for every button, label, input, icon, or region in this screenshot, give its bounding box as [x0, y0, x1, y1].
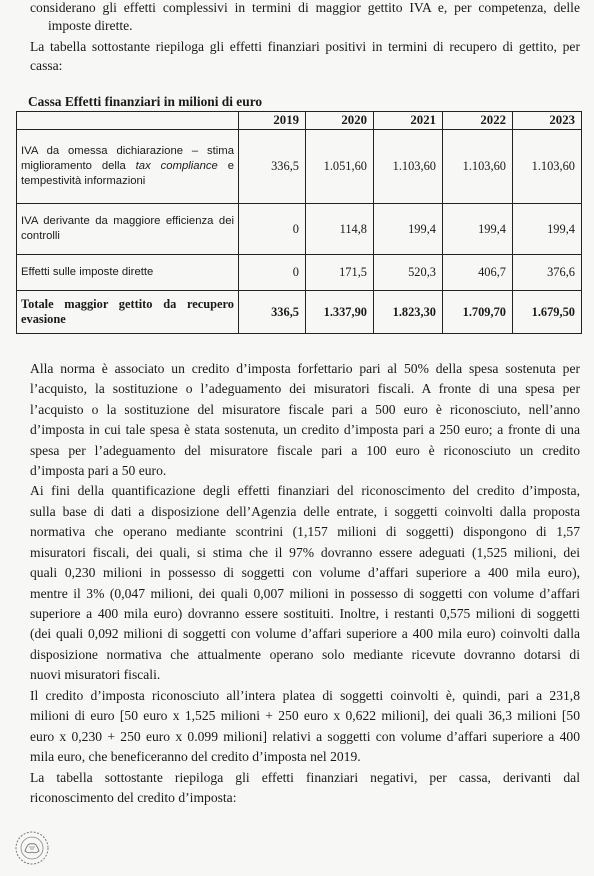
table-cell: 1.337,90 [306, 291, 374, 334]
table-row [17, 255, 582, 291]
table-cell: 0 [239, 204, 306, 255]
row-label: Totale maggior gettito da recupero evasione [17, 291, 239, 334]
body-line: mentre il 3% (0,047 milioni, dei quali 0,007 milioni in possesso di soggetti con volume d’affari [30, 586, 580, 601]
table-cell: 336,5 [239, 130, 306, 204]
intro-line: La tabella sottostante riepiloga gli effetti finanziari positivi in termini di recupero di gettito, per [30, 39, 580, 54]
row-label: Effetti sulle imposte dirette [17, 255, 239, 291]
row-label-italic: tax compliance [135, 160, 218, 172]
table-cell: 336,5 [239, 291, 306, 334]
table-cell: 0 [239, 255, 306, 291]
year-header: 2020 [306, 112, 374, 130]
body-line: misuratori fiscali, dei quali, si stima che il 97% dovranno essere adeguati (1,525 milioni, dei [30, 545, 580, 560]
body-line: Ai fini della quantificazione degli effetti finanziari del riconoscimento del credito d’imposta, [30, 483, 580, 498]
table-cell: 199,4 [374, 204, 443, 255]
row-label-text: IVA da omessa dichiarazione – stima miglioramento della [21, 145, 234, 172]
table-cell: 199,4 [513, 204, 582, 255]
intro-line: cassa: [30, 58, 63, 73]
row-label [17, 130, 239, 204]
table-row [17, 130, 582, 204]
year-header: 2023 [513, 112, 582, 130]
intro-line: considerano gli effetti complessivi in termini di maggior gettito IVA e, per competenza, delle [30, 0, 580, 15]
table-cell: 1.103,60 [513, 130, 582, 204]
row-label-text: e tempestività informazioni [21, 160, 234, 187]
body-line: (dei quali 0,092 milioni di soggetti con volume d’affari superiore a 400 mila euro) coinvolti dalla [30, 626, 580, 641]
table-row [17, 204, 582, 255]
table-cell: 1.709,70 [443, 291, 513, 334]
body-line: disposizione normativa che attualmente operano solo mediante ricevute dovranno dotarsi di [30, 647, 580, 662]
body-line: l’acquisto, la sostituzione o l’adeguamento dei misuratori fiscali. A fronte di una spesa per [30, 381, 580, 396]
table-cell: 376,6 [513, 255, 582, 291]
table-cell: 1.679,50 [513, 291, 582, 334]
table-cell: 171,5 [306, 255, 374, 291]
year-header: 2021 [374, 112, 443, 130]
intro-line: imposte dirette. [48, 18, 133, 33]
body-line: quali 0,230 milioni in possesso di soggetti con volume d’affari superiore a 400 mila euro), [30, 565, 580, 580]
row-label: IVA derivante da maggiore efficienza dei controlli [17, 204, 239, 255]
body-line: riconoscimento del credito d’imposta: [30, 790, 237, 805]
body-line: spesa per l’adeguamento del misuratore fiscale pari a 100 euro è riconosciuto un credito [30, 443, 580, 458]
body-line: nuovi misuratori fiscali. [30, 667, 161, 682]
body-line: l’acquisto o la sostituzione del misuratore fiscale pari a 500 euro è riconosciuto, nell’anno [30, 402, 580, 417]
table-cell: 1.103,60 [443, 130, 513, 204]
body-line: sulla base di dati a disposizione dell’Agenzia delle entrate, i soggetti coinvolti dalla proposta [30, 504, 580, 519]
body-line: Alla norma è associato un credito d’imposta forfettario pari al 50% della spesa sostenuta per [30, 361, 580, 376]
body-line: Il credito d’imposta riconosciuto all’intera platea di soggetti coinvolti è, quindi, pari a 231,8 [30, 688, 580, 703]
table-header-row [17, 112, 582, 130]
table-header-blank [17, 112, 239, 130]
body-line: d’imposta in cui tale spesa è stata sostenuta, un credito d’imposta pari a 250 euro; a fronte di una [30, 422, 580, 437]
body-line: normativa che operano mediante scontrini (1,157 milioni di soggetti) dispongono di 1,57 [30, 524, 580, 539]
table-cell: 520,3 [374, 255, 443, 291]
financial-effects-table [16, 111, 582, 334]
table-caption: Cassa Effetti finanziari in milioni di euro [28, 94, 263, 109]
table-cell: 406,7 [443, 255, 513, 291]
seal-stamp-icon [14, 830, 50, 866]
body-line: d’imposta pari a 50 euro. [30, 463, 167, 478]
table-cell: 1.051,60 [306, 130, 374, 204]
body-line: superiore a 400 mila euro) dovranno essere sostituiti. Inoltre, i restanti 0,575 milioni di soggetti [30, 606, 580, 621]
table-cell: 1.103,60 [374, 130, 443, 204]
table-cell: 114,8 [306, 204, 374, 255]
table-cell: 199,4 [443, 204, 513, 255]
table-total-row [17, 291, 582, 334]
body-line: milioni di euro [50 euro x 1,525 milioni + 250 euro x 0,622 milioni], dei quali 36,3 milioni [50 [30, 708, 580, 723]
body-line: La tabella sottostante riepiloga gli effetti finanziari negativi, per cassa, derivanti dal [30, 770, 580, 785]
year-header: 2019 [239, 112, 306, 130]
table-cell: 1.823,30 [374, 291, 443, 334]
body-line: mila euro, che beneficeranno del credito d’imposta nel 2019. [30, 749, 361, 764]
year-header: 2022 [443, 112, 513, 130]
body-line: euro x 0,230 + 250 euro x 0.099 milioni] relativi a soggetti con volume d’affari superiore a 400 [30, 729, 580, 744]
